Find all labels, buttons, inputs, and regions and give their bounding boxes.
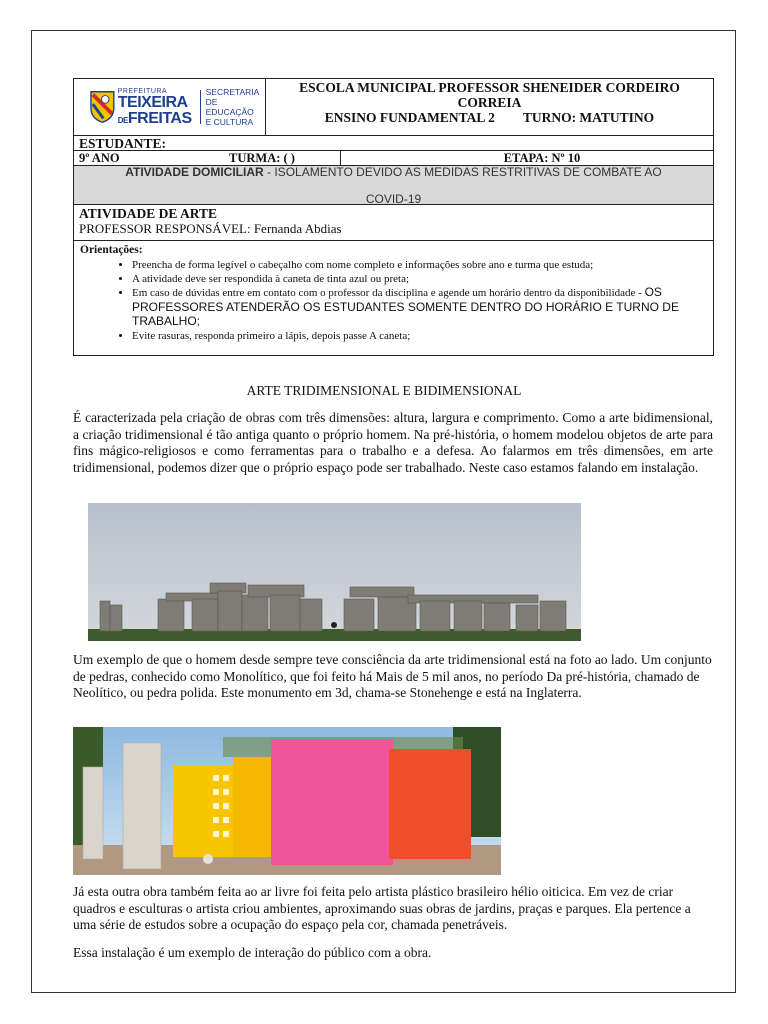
orientation-item: • Preencha de forma legível o cabeçalho com nome completo e informações sobre ano e turma que estuda; [132,259,707,273]
student-row [74,136,713,151]
paragraph-intro: É caracterizada pela criação de obras com três dimensões: altura, largura e comprimento. Como a arte bidimensional, a criação tridimensional é tão antiga quanto o próprio homem. Na pré-história, o homem modelou objetos de arte para fins mágico-religiosos e como ferramentas para o trabalho e a defesa. Ao falarmos em três dimensões, em arte tridimensional, podemos dizer que o próprio espaço pode ser trabalhado. Neste caso estamos falando em instalação. [73,410,713,475]
student-label: ESTUDANTE: [79,136,167,151]
orientation-item: • Evite rasuras, responda primeiro a lápis, depois passe A caneta; [132,330,707,344]
logo-prefeitura: PREFEITURA [117,87,168,95]
paragraph-interaction: Essa instalação é um exemplo de interação do público com a obra. [73,945,432,960]
activity-banner [74,166,713,205]
logo [74,79,266,135]
header-row-school [74,79,713,136]
level: ENSINO FUNDAMENTAL 2 [324,110,495,125]
level-shift-line [266,110,713,125]
teacher: PROFESSOR RESPONSÁVEL: Fernanda Abdias [79,221,342,236]
grade: 9º ANO [79,151,120,165]
school-name-line2: CORREIA [457,95,522,110]
class-label: TURMA: ( ) [229,151,295,165]
activity-reason: - ISOLAMENTO DEVIDO AS MEDIDAS RESTRITIVAS DE COMBATE AO [263,165,662,179]
orientations-label: Orientações: [80,244,143,256]
school-name-line1: ESCOLA MUNICIPAL PROFESSOR SHENEIDER CORDEIRO [299,80,680,95]
section-title: ARTE TRIDIMENSIONAL E BIDIMENSIONAL [246,383,522,398]
logo-city-line2: DEFREITAS [117,109,192,127]
orientation-item: • Em caso de dúvidas entre em contato com o professor da disciplina e agende um horário dentro da disponibilidade - OS PROFESSORES ATENDERÃO OS ESTUDANTES SOMENTE DENTRO DO HORÁRIO E TURNO DE TRABALHO; [132,286,707,330]
activity-type: ATIVIDADE DOMICILIAR [125,165,264,179]
penetraveis-photo [73,727,501,875]
stonehenge-photo [88,503,581,641]
logo-secretaria: SECRETARIA DE EDUCAÇÃO E CULTURA [205,87,260,127]
orientations-row [74,241,713,355]
logo-city-line1: TEIXEIRA [117,93,188,111]
subject-title: ATIVIDADE DE ARTE [79,206,218,221]
logo-city-text [118,88,192,127]
shift: TURNO: MATUTINO [522,110,655,125]
orientation-item: • A atividade deve ser respondida à caneta de tinta azul ou preta; [132,273,707,287]
stage: ETAPA: Nº 10 [340,151,713,165]
activity-covid: COVID-19 [365,192,422,206]
city-shield-icon [90,90,115,124]
subject-row [74,205,713,241]
paragraph-stonehenge: Um exemplo de que o homem desde sempre teve consciência da arte tridimensional está na foto ao lado. Um conjunto de pedras, conhecido como Monolítico, que foi feito há Mais de 5 mil anos, no período Da pré-história, chamado de Neolítico, ou pedra polida. Este monumento em 3d, chama-se Stonehenge e está na Inglaterra. [73,652,712,700]
grade-row [74,151,713,166]
school-name-cell [266,79,713,135]
paragraph-helio: Já esta outra obra também feita ao ar livre foi feita pelo artista plástico brasileiro hélio oiticica. Em vez de criar quadros e esculturas o artista criou ambientes, aproximando suas obras de jardins, praças e parques. Ela pertence a uma série de estudos sobre a ocupação do espaço pela cor, chamada penetráveis. [73,884,691,932]
orientations-list [80,259,707,343]
header-table [73,78,714,356]
logo-divider [200,90,201,124]
